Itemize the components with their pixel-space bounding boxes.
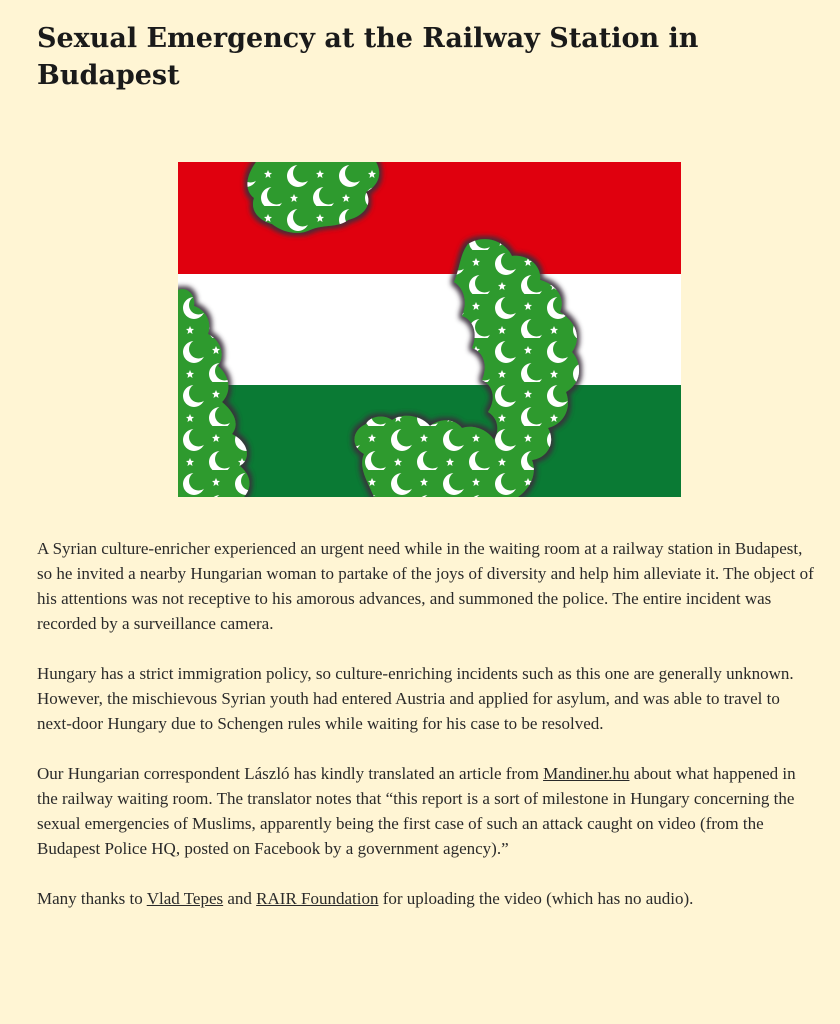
paragraph-3-text-start: Our Hungarian correspondent László has kindly translated an article from — [37, 764, 544, 783]
paragraph-4 — [37, 886, 817, 911]
rair-foundation-link[interactable]: RAIR Foundation — [256, 889, 379, 908]
article-body — [37, 536, 817, 936]
paragraph-1: A Syrian culture-enricher experienced an urgent need while in the waiting room at a railway station in Budapest, so he invited a nearby Hungarian woman to partake of the joys of diversity and help him alleviate it. The object of his attentions was not receptive to his amorous advances, and summoned the police. The entire incident was recorded by a surveillance camera. — [37, 539, 814, 633]
paragraph-3-text-end: about what happened in the railway waiting room. The translator notes that “this report is a sort of milestone in Hungary concerning the sexual emergencies of Muslims, apparently being the first case of such an attack caught on video (from the Budapest Police HQ, posted on Facebook by a government agency).” — [37, 764, 796, 858]
paragraph-4-text-end: for uploading the video (which has no audio). — [378, 889, 694, 908]
paragraph-4-text-start: Many thanks to — [37, 889, 147, 908]
paragraph-4-text-middle: and — [223, 889, 257, 908]
vlad-tepes-link[interactable]: Vlad Tepes — [146, 889, 224, 908]
mandiner-link[interactable]: Mandiner.hu — [543, 764, 630, 783]
article-image — [178, 162, 681, 497]
paragraph-3 — [37, 761, 817, 861]
article-title: Sexual Emergency at the Railway Station in Budapest — [37, 23, 699, 91]
paragraph-2: Hungary has a strict immigration policy, so culture-enriching incidents such as this one are generally unknown. However, the mischievous Syrian youth had entered Austria and applied for asylum, and was able to travel to next-door Hungary due to Schengen rules while waiting for his case to be resolved. — [37, 664, 794, 733]
flag-illustration-icon — [178, 162, 681, 497]
